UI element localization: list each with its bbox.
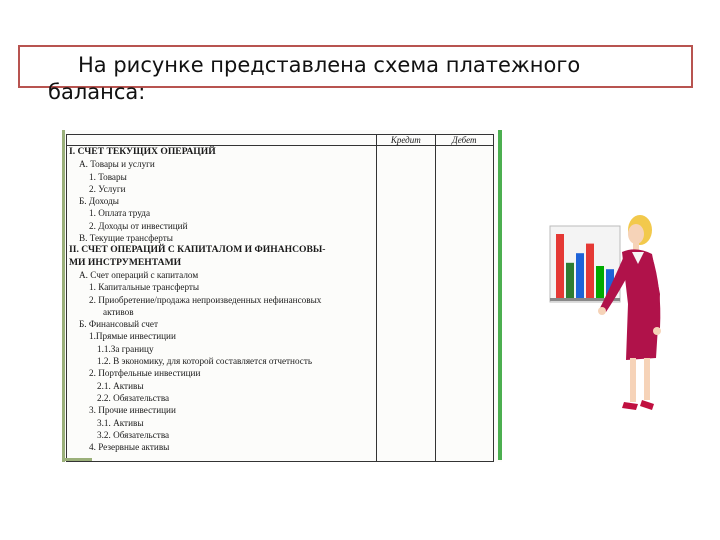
balance-scheme-document bbox=[62, 130, 502, 462]
clipart-bar bbox=[576, 253, 584, 298]
table-row: А. Товары и услуги bbox=[79, 159, 155, 170]
table-row: 2. Доходы от инвестиций bbox=[89, 220, 188, 231]
table-row: I. СЧЕТ ТЕКУЩИХ ОПЕРАЦИЙ bbox=[69, 146, 216, 157]
header-item bbox=[67, 135, 377, 146]
table-row: МИ ИНСТРУМЕНТАМИ bbox=[69, 256, 182, 268]
table-row: 2.1. Активы bbox=[97, 380, 144, 391]
table-row: 4. Резервные активы bbox=[89, 442, 170, 453]
clipart-bar bbox=[556, 234, 564, 298]
credit-column bbox=[377, 146, 436, 462]
table-row: 1. Капитальные трансферты bbox=[89, 282, 200, 293]
table-row: 1.1.За границу bbox=[97, 343, 154, 354]
table-row: 2. Приобретение/продажа непроизведенных нефинансовых bbox=[89, 294, 322, 305]
table-row: 2.2. Обязательства bbox=[97, 392, 170, 403]
slide-title: На рисунке представлена схема платежного баланса: bbox=[48, 53, 581, 104]
header-debit: Дебет bbox=[435, 135, 493, 146]
balance-table bbox=[66, 134, 494, 462]
header-credit: Кредит bbox=[377, 135, 436, 146]
table-row: 1.2. В экономику, для которой составляется отчетность bbox=[97, 356, 313, 367]
table-row: 3.2. Обязательства bbox=[97, 429, 170, 440]
presenter-clipart bbox=[548, 208, 678, 428]
table-row: 2. Услуги bbox=[89, 183, 126, 194]
table-row: 1. Товары bbox=[89, 171, 127, 182]
table-row: В. Текущие трансферты bbox=[79, 233, 173, 244]
table-row: 3.1. Активы bbox=[97, 417, 144, 428]
table-row: А. Счет операций с капиталом bbox=[79, 269, 199, 280]
clipart-bar bbox=[566, 263, 574, 298]
debit-column bbox=[435, 146, 493, 462]
scan-edge-bottom bbox=[62, 458, 92, 461]
table-row: 1. Оплата труда bbox=[89, 208, 151, 219]
table-row: 2. Портфельные инвестиции bbox=[89, 368, 201, 379]
clipart-bar bbox=[596, 266, 604, 298]
table-row: Б. Финансовый счет bbox=[79, 319, 158, 330]
table-row: 3. Прочие инвестиции bbox=[89, 405, 176, 416]
scan-edge-left bbox=[62, 130, 65, 462]
table-row: II. СЧЕТ ОПЕРАЦИЙ С КАПИТАЛОМ И ФИНАНСОВЫ- bbox=[69, 244, 326, 256]
table-row: Б. Доходы bbox=[79, 196, 119, 207]
items-column bbox=[67, 146, 377, 462]
table-row: 1.Прямые инвестиции bbox=[89, 331, 176, 342]
table-row: активов bbox=[103, 306, 134, 317]
scan-edge-right bbox=[498, 130, 502, 460]
clipart-bar bbox=[586, 244, 594, 298]
